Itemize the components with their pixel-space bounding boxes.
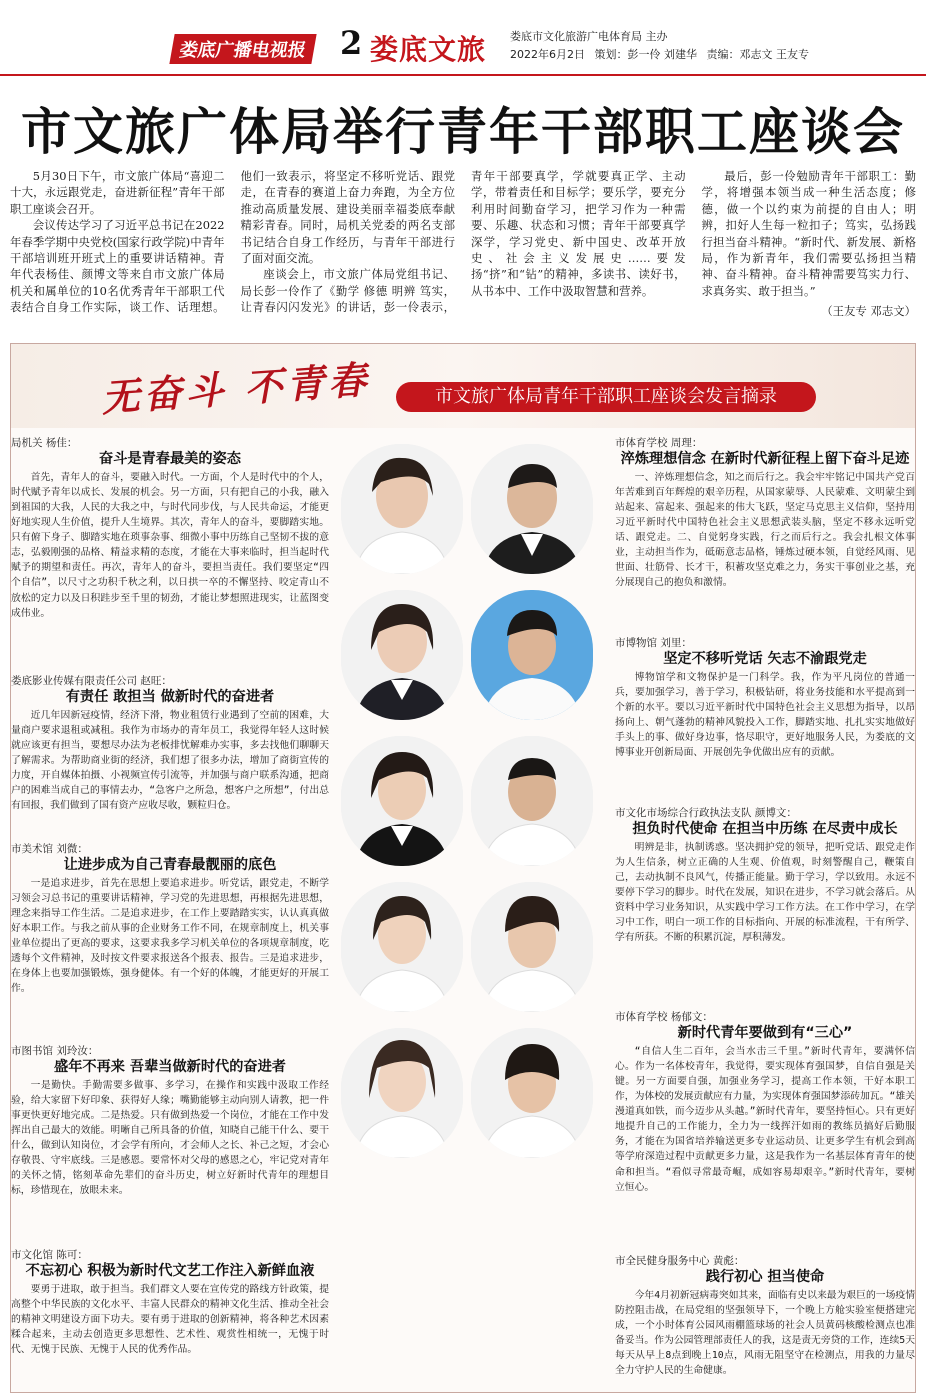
speech-body: 一、淬炼理想信念，知之而后行之。我会牢牢铭记中国共产党百年苦难到百年辉煌的艰辛历程，从国家蒙辱、人民蒙难、文明蒙尘到站起来、富起来、强起来的伟大飞跃，坚定马克思主义信仰，坚持用习近平新时代中国特色社会主义思想武装头脑，坚定不移永远听党话、跟党走。二、自觉躬身实践，行之而后行之。我会扎根文体事业，主动担当作为，砥砺意志品格，锤炼过硬本领，自觉经风雨、见世面、壮筋骨、长才干，积蓄攻坚克难之力，务实干事创业之基，充分展现自己的抱负和激情。 <box>615 471 915 589</box>
lead-article <box>10 168 916 338</box>
speech-body: 一是追求进步，首先在思想上要追求进步。听党话，跟党走，不断学习领会习总书记的重要讲话精神，学习党的先进思想，再根据先进思想，理念来指导工作生活。二是追求进步，在工作上要踏踏实实，认认真真做好本职工作。与我之前从事的企业财务工作不同，在规章制度上，机关事业单位提出了更高的要求，这要求我多学习机关单位的各项规章制度，吃透每个文件精神，及时按文件要求报送各个报表、报告。三是追求进步，在身体上也要加强锻炼，强身健体。有一个好的体魄，才能更好的开展工作。 <box>11 877 329 995</box>
speaker: 市图书馆 刘玲汝： <box>11 1045 99 1057</box>
speech-body: 一是勤快。手勤需要多做事、多学习，在操作和实践中汲取工作经验，给大家留下好印象、获得好人缘；嘴勤能够主动向别人请教，把一件事更快更好地完成。二是热爱。只有做到热爱一个岗位，才能在工作中发挥出自己最大的效能。明晰自己所具备的价值，知晓自己能干什么、要干什么，做到认知岗位，才会学有所向，才会师人之长、补己之短，才会心存敬畏、守牢底线。三是感恩。要常怀对父母的感恩之心，牢记党对青年的关怀之情，铭刻革命先辈们的奋斗历史，树立好新时代青年的理想目标，珍惜现在，放眼未来。 <box>11 1079 329 1197</box>
speaker: 娄底影业传媒有限责任公司 赵旺： <box>11 675 172 687</box>
speech-body: 近几年因新冠疫情，经济下滑，物业租赁行业遇到了空前的困难，大量商户要求退租或减租。我作为市场办的青年员工，我觉得年轻人这时候就应该更有担当，要想尽办法为老板排忧解难办实事，多去找他们聊聊天了解需求。为帮助商业街的经济，我们想了很多办法，增加了商街宣传的力度，开自媒体拍摄、小视频宣传引流等，并加强与商户联系沟通，把商户的困难当成自己的事情去办，“急客户之所急，想客户之所想”，付出总有回报，我们做到了国有资产应收尽收，颗粒归仓。 <box>11 709 329 812</box>
feature-banner <box>11 344 915 428</box>
speech-item <box>615 636 915 806</box>
portrait-photo <box>471 882 593 1012</box>
speech-item <box>11 1248 329 1378</box>
speech-body: “自信人生二百年，会当水击三千里。”新时代青年，要满怀信心。作为一名体校青年，我觉得，要实现体育强国梦，自信自强是关键。另一方面要自强，加强业务学习，提高工作本领，干好本职工作，为体校的发展贡献应有力量，为实现体育强国梦添砖加瓦。“雄关漫道真如铁，而今迈步从头越。”新时代青年，要坚持恒心。只有更好地提升自己的工作能力，全力为一线挥汗如雨的教练员搞好后勤服务，才能在为国省培养输送更多专业运动员、让更多学生有机会到高等学府深造过程中贡献更多力量，这是我作为一名基层体育青年的使命和担当。“看似寻常最奇崛，成如容易却艰辛。”新时代青年，要树立恒心。 <box>615 1045 915 1193</box>
portrait-photo <box>471 736 593 866</box>
speaker: 市博物馆 刘里： <box>615 637 692 649</box>
speech-body: 明辨是非，执制诱惑。坚决拥护党的领导，把听党话、跟党走作为人生信条，树立正确的人生观、价值观，时刻警醒自己，鞭策自己，去动执制不良风气，传播正能量。勤于学习，学以致用。永远不要停下学习的脚步。时代在发展，知识在进步，不学习就会落后。从资料中学习业务知识，从实践中学习工作方法。在工作中学习，在学习中工作，明白一项工作的目标指向、开展的标准流程，干有所学、学有所获。不断的积累沉淀，厚积薄发。 <box>615 841 915 944</box>
lead-paragraph: 最后，彭一伶勉励青年干部职工：勤学，将增强本领当成一种生活态度；修德，做一个以约束为前提的自由人；明辨，扣好人生每一粒扣子；笃实，弘扬践行担当奋斗精神。“新时代、新发展、新格局，作为新青年，我们需要弘扬担当精神、奋斗精神。奋斗精神需要笃实力行、求真务实、敢于担当。” <box>701 169 916 298</box>
feature-section <box>10 343 916 1393</box>
editor-credit: 责编：邓志文 王友专 <box>706 48 809 61</box>
speech-title: 盛年不再来 吾辈当做新时代的奋进者 <box>54 1059 286 1076</box>
speech-body: 今年4月初新冠病毒突如其来，面临有史以来最为艰巨的一场疫情防控阻击战，在局党组的坚强领导下，一个晚上方舱实验室便搭建完成，一个小时体育公园风雨棚篮球场的社会人员黄码核酸检测点也准备妥当。作为公园管理部责任人的我，这是责无旁贷的工作，连续5天每天从早上8点到晚上10点，风雨无阻坚守在检测点，用我的力量尽全力守护人民的生命健康。 <box>615 1289 915 1377</box>
speeches-right-column <box>615 436 915 1394</box>
speech-title: 担负时代使命 在担当中历练 在尽责中成长 <box>632 821 898 838</box>
lead-paragraph: 会议传达学习了习近平总书记在2022年春季学期中央党校(国家行政学院)中青年干部培训班开班式上的重要讲话精神。青年代表杨佳、颜博文等来自市文旅广体局机关和属单位的10名优秀青年干部职工代表结合自身工作实际，谈工作、话理想。他们一致表示，将坚定不移听党话、跟党走，在青春的赛道上奋力奔跑，为全方位推动高质量发展、建设美丽幸福娄底奉献精彩青春。同时，局机关党委的两名支部书记结合自身工作经历，与青年干部进行了面对面交流。 <box>10 169 455 315</box>
headline: 市文旅广体局举行青年干部职工座谈会 <box>21 103 905 161</box>
byline: （王友专 邓志文） <box>821 304 916 319</box>
speaker: 市文化市场综合行政执法支队 颜博文： <box>615 807 797 819</box>
speech-item <box>615 1254 915 1394</box>
speech-item <box>11 674 329 842</box>
portrait-photo <box>341 736 463 866</box>
speech-body: 首先，青年人的奋斗，要融入时代。一方面，个人是时代中的个人，时代赋予青年以成长、发展的机会。另一方面，只有把自己的小我，融入到祖国的大我，人民的大我之中，与时代同步伐，与人民共命运，才能更好地实现人生价值，提升人生境界。其次，青年人的奋斗，要脚踏实地。只有俯下身子、脚踏实地在琐事杂事、细微小事中历练自己坚韧不拔的意志，弘毅刚强的品格、精益求精的态度，才能在大事来临时，担当起时代赋予的期望和责任。再次，青年人的奋斗，要担当责任。我们要坚定“四个自信”，以尺寸之功积千秋之利，以日拱一卒的不懈坚持、咬定青山不放松的定力以及日积跬步至千里的韧劲，才能让梦想照进现实，让蓝图变成伟业。 <box>11 471 329 619</box>
speech-title: 有责任 敢担当 做新时代的奋进者 <box>65 689 275 706</box>
speech-title: 践行初心 担当使命 <box>705 1269 825 1286</box>
sponsor-line: 娄底市文化旅游广电体育局 主办 <box>510 30 668 43</box>
portrait-photo <box>341 444 463 574</box>
speaker: 市文化馆 陈可： <box>11 1249 88 1261</box>
speeches-left-column <box>11 436 329 1378</box>
portrait-photo <box>471 1028 593 1158</box>
speech-title: 不忘初心 积极为新时代文艺工作注入新鲜血液 <box>25 1263 315 1280</box>
speech-item <box>11 1044 329 1248</box>
speaker: 市体育学校 周理： <box>615 437 703 449</box>
section-name: 娄底文旅 <box>370 33 487 66</box>
speech-item <box>11 436 329 674</box>
speaker: 市美术馆 刘微： <box>11 843 88 855</box>
speech-title: 让进步成为自己青春最靓丽的底色 <box>63 857 277 874</box>
lead-paragraph: 5月30日下午，市文旅广体局“喜迎二十大，永远跟党走，奋进新征程”青年干部职工座谈会召开。 <box>10 169 225 216</box>
speech-body: 博物馆学和文物保护是一门科学。我，作为平凡岗位的普通一兵，要加强学习，善于学习，积极钻研，将业务技能和水平提高到一个新的水平。要以习近平新时代中国特色社会主义思想为指导，以昂扬向上、朝气蓬勃的精神风貌投入工作，脚踏实地、扎扎实实地做好手头上的事、做好身边事，恪尽职守，更好地服务人民，为娄底的文博事业开创新局面、开展创先争优做出应有的贡献。 <box>615 671 915 759</box>
speaker: 市体育学校 杨郁文： <box>615 1011 713 1023</box>
page-number: 2 <box>340 24 363 62</box>
speech-item <box>615 806 915 1010</box>
speech-item <box>615 1010 915 1254</box>
portrait-photo <box>341 882 463 1012</box>
lead-paragraph: 座谈会上，市文旅广体局党组书记、局长彭一伶作了《勤学 修德 明辨 笃实，让青春闪闪发光》的讲话，彭一伶表示，青年干部要真学，学就要真正学、主动学，带着责任和目标学；要乐学，要充分利用时间勤奋学习，把学习作为一种需要、乐趣、状态和习惯；青年干部要真学深学，学习党史、新中国史、改革开放史、社会主义发展史……要发扬“挤”和“钻”的精神，多读书、读好书，从书本中、工作中汲取智慧和营养。 <box>240 169 686 315</box>
speech-item <box>615 436 915 636</box>
masthead <box>0 0 926 76</box>
speech-item <box>11 842 329 1044</box>
speech-title: 坚定不移听党话 矢志不渝跟党走 <box>663 651 867 668</box>
credits-line <box>510 46 815 62</box>
planning-credit: 策划：彭一伶 刘建华 <box>594 48 697 61</box>
paper-logo: 娄底广播电视报 <box>169 34 316 64</box>
issue-date: 2022年6月2日 <box>510 48 585 61</box>
portrait-photo <box>471 444 593 574</box>
speech-title: 淬炼理想信念 在新时代新征程上留下奋斗足迹 <box>620 451 910 468</box>
portrait-photo <box>341 1028 463 1158</box>
speech-title: 奋斗是青春最美的姿态 <box>99 451 241 468</box>
portrait-photo <box>341 590 463 720</box>
feature-title: 市文旅广体局青年干部职工座谈会发言摘录 <box>396 382 816 412</box>
speech-title: 新时代青年要做到有“三心” <box>677 1025 853 1042</box>
speech-body: 要勇于进取，敢于担当。我们群文人要在宣传党的路线方针政策，提高整个中华民族的文化水平、丰富人民群众的精神文化生活、推动全社会的精神文明建设方面下功夫。要有勇于进取的创新精神，将各种艺术因素糅合起来，主动去创造更多思想性、艺术性、观赏性相统一，无愧于时代、无愧于民族、无愧于人民的优秀作品。 <box>11 1283 329 1356</box>
slogan: 无奋斗 不青春 <box>99 356 372 421</box>
speaker: 局机关 杨佳： <box>11 437 78 449</box>
speaker: 市全民健身服务中心 黄彪： <box>615 1255 745 1267</box>
portrait-photo <box>471 590 593 720</box>
